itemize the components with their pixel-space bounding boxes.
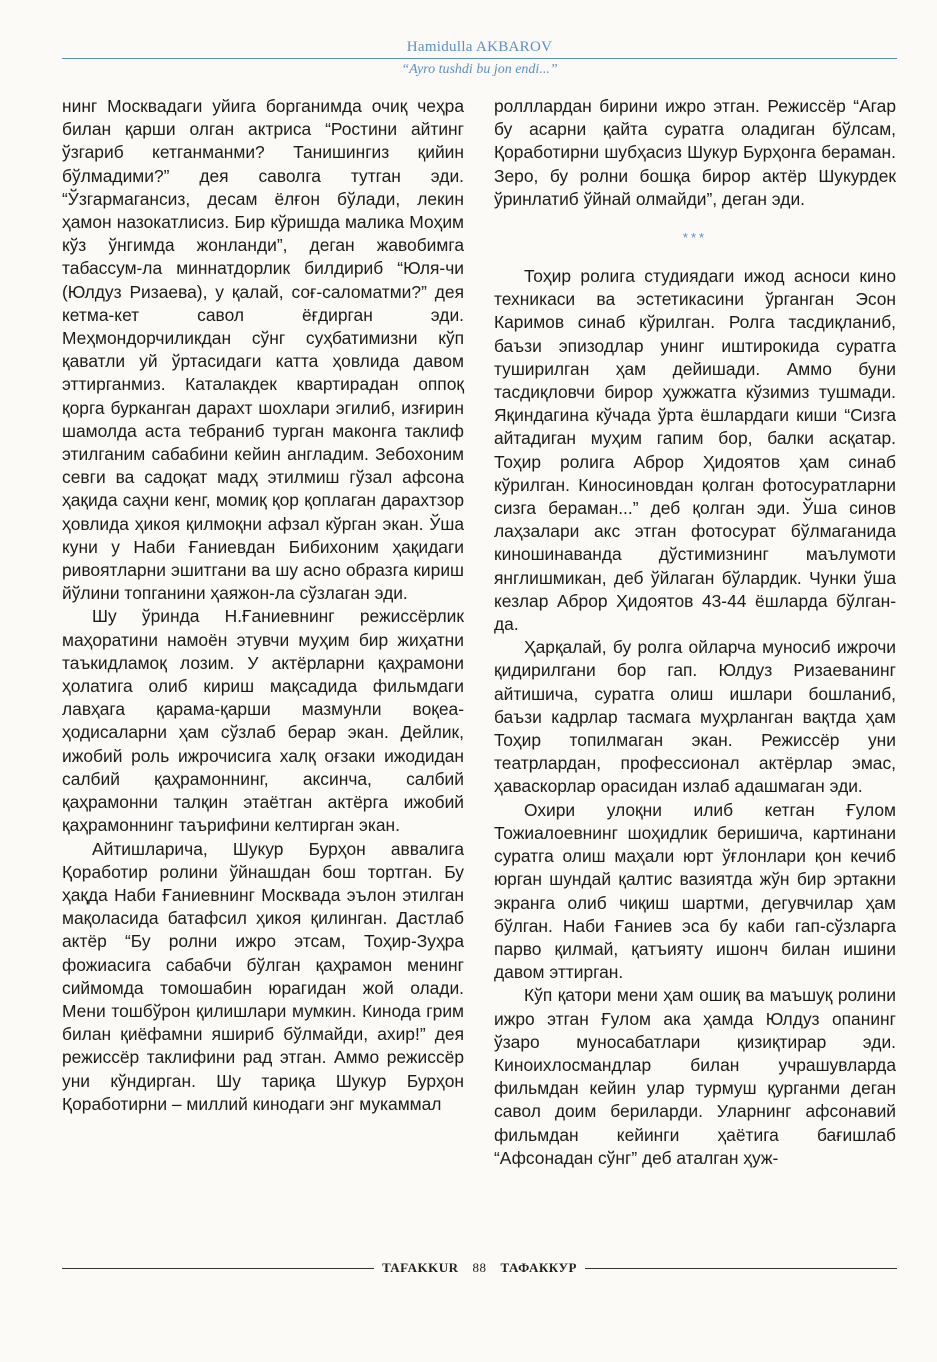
paragraph: ролллардан бирини ижро этган. Режиссёр “Агар бу асарни қайта суратга оладиган бўлсам, Қоработирни шубҳасиз Шукур Бурҳонга бераман. Зеро, бу ролни бошқа бирор актёр Шукурдек ўринлатиб ўйнай олмайди”, деган эди. bbox=[494, 96, 896, 209]
footer-magazine-latin: TAFAKKUR bbox=[382, 1260, 459, 1275]
running-header bbox=[62, 38, 897, 78]
page-number: 88 bbox=[472, 1260, 487, 1275]
paragraph: Айтишларича, Шукур Бурҳон аввалига Қоработир ролини ўйнашдан бош тортган. Бу ҳақда Наби Ғаниевнинг Москвада эълон этилган мақоласида батафсил ҳикоя қилинган. Дастлаб актёр “Бу ролни ижро этсам, Тоҳир-Зуҳра фожиасига сабабчи бўлган қаҳрамон менинг сиймомда томошабин юрагидан жой олади. Мени тошбўрон қилишлари мумкин. Кинода грим билан қиёфамни яшириб бўлмайди, ахир!” дея режиссёр таклифини рад этган. Аммо режиссёр уни кўндирган. Шу тариқа Шукур Бурҳон Қоработирни – миллий кинодаги энг мукаммал bbox=[62, 838, 464, 1114]
paragraph: Кўп қатори мени ҳам ошиқ ва маъшуқ ролини ижро этган Ғулом ака ҳамда Юлдуз опанинг ўзаро муносабатлари қизиқтирар эди. Киноихлосмандлар билан учрашувларда фильмдан кейин улар турмуш қурганми деган савол доим бериларди. Уларнинг афсонавий фильмдан кейинги ҳаётига бағишлаб “Афсонадан сўнг” деб аталган ҳуж- bbox=[494, 985, 896, 1168]
page-footer bbox=[62, 1258, 897, 1278]
header-rule bbox=[62, 58, 897, 59]
footer-magazine-cyrillic: ТАФАККУР bbox=[500, 1260, 577, 1275]
left-column bbox=[62, 95, 464, 1116]
section-separator: *** bbox=[682, 230, 708, 246]
paragraph: Ҳарқалай, бу ролга ойларча муносиб ижрочи қидирилгани бор гап. Юлдуз Ризаеванинг айтишича, суратга олиш ишлари бошланиб, баъзи кадрлар тасмага муҳрланган вақтда ҳам Тоҳир топилмаган экан. Режиссёр уни театрлардан, профессионал актёрлар эмас, ҳаваскорлар орасидан излаб адашмаган эди. bbox=[494, 637, 896, 797]
paragraph: нинг Москвадаги уйига борганимда очиқ чеҳра билан қарши олган актриса “Ростини айтинг ўзгариб кетганманми? Танишингиз қийин бўлмадими?” дея саволга тутган эди. “Ўзгармагансиз, десам ёлғон бўлади, лекин ҳамон назокатлисиз. Бир кўришда малика Моҳим кўз ўнгимда жонланди”, деган жавобимга табассум-ла миннатдорлик билдириб “Юля-чи (Юлдуз Ризаева), у қалай, соғ-саломатми?” дея кетма-кет савол ёғдирган эди. Меҳмондорчиликдан сўнг суҳбатимизни кўп қаватли уй ўртасидаги катта ҳовлида давом эттирганмиз. Каталакдек квартирадан оппоқ қорга бурканган дарахт шохлари эгилиб, изғирин шамолда аста тебраниб турган маконга таклиф этилганим сабабини кейин англадим. Зебохоним севги ва садоқат мадҳ этилмиш гўзал афсона ҳақида саҳни кенг, момиқ қор қоплаган дарахтзор ҳовлида ҳикоя қилмоқни афзал кўрган экан. Ўша куни у Наби Ғаниевдан Бибихоним ҳақидаги ривоятларни эшитгани ва шу асно образга кириш йўлини топганини ҳаяжон-ла сўзлаган эди. bbox=[62, 96, 464, 604]
paragraph: Охири улоқни илиб кетган Ғулом Тожиалоевнинг шоҳидлик беришича, картинани суратга олиш маҳали юрт ўғлонлари қон кечиб юрган шундай қалтис вазиятда жўн бир эртакни экранга олиб чиқиш шартми, дегувчилар ҳам бўлган. Наби Ғаниев эса бу каби гап-сўзларга парво қилмай, қатъияту ишонч билан ишини давом эттирган. bbox=[494, 799, 896, 983]
header-author: Hamidulla AKBAROV bbox=[406, 39, 553, 55]
footer-rule-left bbox=[62, 1268, 374, 1269]
paragraph: Тоҳир ролига студиядаги ижод асноси кино техникаси ва эстетикасини ўрганган Эсон Каримов синаб кўрилган. Ролга тасдиқланиб, баъзи эпизодлар унинг иштирокида суратга туширилган ҳам дейишади. Аммо буни тасдиқловчи бирор ҳужжатга кўзимиз тушмади. Яқиндагина кўчада ўрта ёшлардаги киши “Сизга айтадиган муҳим гапим бор, балки асқатар. Тоҳир ролига Аброр Ҳидоятов ҳам синаб кўрилган. Киносиновдан қолган фотосуратларни сизга бераман...” деб қолган эди. Ўша синов лаҳзалари акс этган фотосурат бўлмаганида киношинаванда дўстимизнинг маълумоти янглишмикан, деб ўйлаган бўлардик. Чунки ўша кезлар Аброр Ҳидоятов 43-44 ёшларда бўлган-да. bbox=[494, 266, 896, 635]
footer-rule-right bbox=[585, 1268, 897, 1269]
paragraph: Шу ўринда Н.Ғаниевнинг режиссёрлик маҳоратини намоён этувчи муҳим бир жиҳатни таъкидламоқ лозим. У актёрларни қаҳрамони ҳолатига олиб кириш мақсадида фильмдаги лавҳага қарама-қарши мазмунли воқеа-ҳодисаларни ҳам сўзлаб берар экан. Дейлик, ижобий роль ижрочисига халқ оғзаки ижодидан салбий қаҳрамоннинг, аксинча, салбий қаҳрамонни талқин этаётган актёрга ижобий қаҳрамоннинг таърифини келтирган экан. bbox=[62, 606, 464, 836]
header-subtitle: “Ayro tushdi bu jon endi...” bbox=[401, 62, 558, 77]
right-column bbox=[494, 95, 896, 1170]
